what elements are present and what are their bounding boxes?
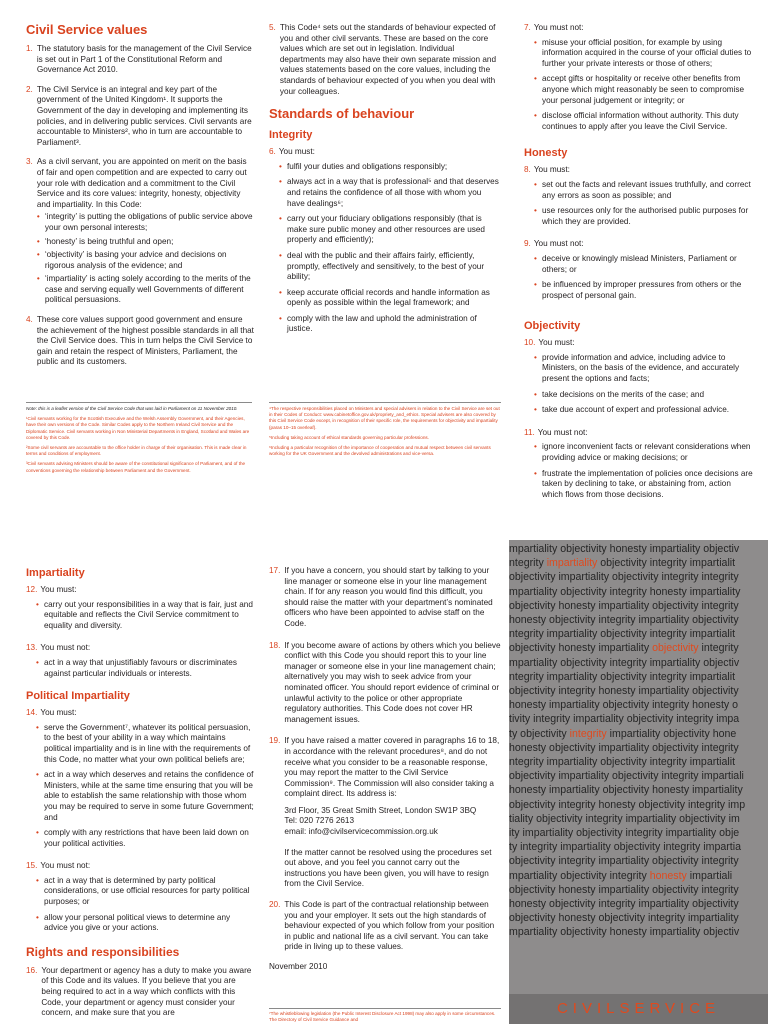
list-item: • keep accurate official records and handle information as openly as possible within the legal framework; and: [279, 288, 501, 309]
word-text: ntegrity impartiality objectivity integrity impartialit: [509, 756, 736, 769]
impartiality-must-list: [36, 600, 254, 632]
paragraph-4: [26, 315, 254, 368]
word-text: ntegrity: [509, 557, 547, 570]
word-line: [509, 783, 768, 797]
word-line: [509, 627, 768, 641]
word-text: honesty objectivity integrity impartiality objectivity: [509, 898, 739, 911]
highlighted-word: impartiality: [546, 557, 598, 570]
logo-service: SERVICE: [619, 1000, 721, 1017]
commission-address: [284, 806, 501, 838]
paragraph-6: [269, 147, 501, 158]
list-item: • ignore inconvenient facts or relevant considerations when providing advice or making decisions; or: [534, 442, 754, 463]
paragraph-number: 8.: [524, 165, 531, 175]
paragraph-11: [524, 428, 754, 439]
subsection-title-honesty: Honesty: [524, 147, 568, 160]
paragraph-text: If you have a concern, you should start by talking to your line manager or someone else in your line management chain. If for any reason you would find this difficult, you should raise the matter with your department’s nominated officers who have been appointed to advise staff on the Code.: [284, 566, 493, 628]
paragraph-text: This Code⁴ sets out the standards of behaviour expected of you and other civil servants. These are based on the core values which are set out in legislation. Individual departments may also have their own separate mission and values statements based on the core values, including the standards of behaviour expected of you when you deal with your colleagues.: [279, 23, 497, 96]
footnote-5: ⁵Including taking account of ethical standards governing particular professions.: [269, 434, 429, 440]
word-line: [509, 556, 768, 570]
honesty-must-not-list: [534, 254, 754, 301]
word-text: objectivity honesty impartiality: [509, 642, 653, 655]
word-line: [509, 840, 768, 854]
word-lines: [509, 540, 768, 940]
list-item: • deal with the public and their affairs fairly, efficiently, promptly, effectively and sensitively, to the best of your ability;: [279, 251, 501, 283]
paragraph-1: [26, 44, 254, 76]
paragraph-text: These core values support good government and ensure the achievement of the highest possible standards in all that the Civil Service does. This in turn helps the Civil Service to gain and retain the respect of Ministers, Parliament, the public and its customers.: [36, 315, 254, 367]
list-item: • accept gifts or hospitality or receive other benefits from anyone which might reasonably be seen to compromise your personal judgement or integrity; or: [534, 74, 754, 106]
paragraph-text: You must:: [40, 585, 77, 594]
impartiality-must-not-list: [36, 658, 254, 679]
word-text: objectivity honesty impartiality objectivity integrity: [509, 599, 739, 612]
paragraph-5: [269, 23, 501, 97]
integrity-must-list: [279, 162, 501, 335]
highlighted-word: objectivity: [652, 642, 699, 655]
footnote-1: ¹Civil servants working for the Scottish Executive and the Welsh Assembly Government, and their Agencies, have their own versions of the Code. Similar Codes apply to the Northern Ireland Civil Service and the Diplomatic Service. Civil servants working in Non Ministerial Departments in England, Scotland and Wales are covered by this Code.: [26, 416, 250, 440]
footnote-divider: [269, 402, 501, 403]
word-text: objectivity honesty objectivity integrity impartiality: [509, 912, 739, 925]
list-item: • misuse your official position, for example by using information acquired in the course of your official duties to further your private interests or those of others;: [534, 38, 754, 70]
paragraph-10: [524, 338, 754, 349]
footnote-3: ³Civil servants advising Ministers should be aware of the constitutional significance of Parliament, and of the conventions governing the relationship between Parliament and the Government.: [26, 461, 246, 473]
word-line: [509, 798, 768, 812]
paragraph-19: [269, 736, 501, 900]
word-text: ntegrity impartiality objectivity integrity impartialit: [509, 670, 736, 683]
paragraph-number: 4.: [26, 315, 33, 325]
paragraph-text: The statutory basis for the management of the Civil Service is set out in Part 1 of the Constitutional Reform and Governance Act 2010.: [36, 44, 252, 75]
word-line: [509, 911, 768, 925]
word-line: [509, 741, 768, 755]
word-text: mpartiality objectivity honesty impartiality objectiv: [509, 543, 740, 555]
word-line: [509, 599, 768, 613]
list-item: • ‘objectivity’ is basing your advice and decisions on rigorous analysis of the evidence; and: [37, 250, 254, 271]
word-text: ty integrity impartiality objectivity integrity impartia: [509, 841, 741, 854]
paragraph-3: [26, 157, 254, 309]
word-text: honesty impartiality objectivity honesty impartiality: [509, 784, 743, 797]
list-item: • ‘honesty’ is being truthful and open;: [37, 237, 254, 248]
word-line: [509, 585, 768, 599]
paragraph-text: The Civil Service is an integral and key part of the government of the United Kingdom¹. It supports the Government of the day in developing and implementing its policies, and in delivering public services. Civil servants are accountable to Ministers², who in turn are accountable to Parliament³.: [36, 84, 252, 147]
word-line: [509, 684, 768, 698]
word-line: [509, 812, 768, 826]
word-text: objectivity impartiality objectivity integrity integrity: [509, 571, 739, 584]
word-line: [509, 869, 768, 883]
paragraph-16: [26, 966, 254, 1019]
word-text: ty objectivity: [509, 727, 570, 740]
list-item: • allow your personal political views to determine any advice you give or your actions.: [36, 913, 254, 934]
paragraph-text: You must not:: [40, 643, 91, 653]
footnotes-column-2: [269, 406, 501, 461]
paragraph-number: 14.: [26, 708, 38, 718]
paragraph-number: 15.: [26, 861, 38, 871]
list-item: • take due account of expert and professional advice.: [534, 405, 754, 416]
word-line: [509, 570, 768, 584]
list-item: • frustrate the implementation of policies once decisions are taken by declining to take, or abstaining from, action which flows from those decisions.: [534, 469, 754, 501]
paragraph-text: If you have raised a matter covered in paragraphs 16 to 18, in accordance with the relevant procedures⁸, and do not receive what you consider to be a reasonable response, you may report the matter to the Civil Service Commission⁹. The Commission will also consider taking a complaint direct. Its address is:: [284, 736, 500, 799]
footnote-4: ⁴The respective responsibilities placed on Ministers and special advisers in relation to the Civil Service are set out in their Codes of Conduct: www.cabinetoffice.gov.uk/propriety_and_ethics. Special advisers are also covered by this Civil Service Code except, in recognition of their specific role, the requirements for objectivity and impartiality (paras 10–15 overleaf).: [269, 406, 500, 430]
word-text: mpartiality objectivity honesty impartiality objectiv: [509, 926, 740, 939]
word-line: [509, 670, 768, 684]
footnotes-column-1: [26, 406, 252, 478]
paragraph-number: 9.: [524, 239, 531, 249]
list-item: • provide information and advice, including advice to Ministers, on the basis of the evidence, and accurately present the options and facts;: [534, 353, 754, 385]
word-text: objectivity honesty impartiality objectivity integrity: [509, 883, 739, 896]
word-text: objectivity integrity honesty impartiality objectivity: [509, 685, 739, 698]
civil-service-logo: [509, 994, 768, 1024]
paragraph-text: If you become aware of actions by others which you believe conflict with this Code you should report this to your line manager or someone else in your line management chain; alternatively you may wish to seek advice from your nominated officer. You should report evidence of criminal or unlawful activity to the police or other appropriate regulatory authorities. This Code does not cover HR management issues.: [284, 640, 501, 724]
subsection-title-objectivity: Objectivity: [524, 320, 581, 333]
paragraph-text: If the matter cannot be resolved using the procedures set out above, and you feel you cannot carry out the instructions you have been given, you will have to resign from the Civil Service.: [284, 847, 492, 889]
list-item: • act in a way which deserves and retains the confidence of Ministers, while at the same time ensuring that you will be able to establish the same relationship with those whom you may be required to serve in some future Government; and: [36, 770, 254, 823]
list-item: • act in a way that is determined by party political considerations, or use official resources for party political purposes; or: [36, 876, 254, 908]
paragraph-number: 10.: [524, 338, 536, 348]
word-text: tiality objectivity integrity impartiality objectivity im: [509, 812, 740, 825]
paragraph-text: You must:: [538, 338, 575, 348]
paragraph-2: [26, 85, 254, 149]
list-item: • comply with any restrictions that have been laid down on your political activities.: [36, 828, 254, 849]
list-item: • fulfil your duties and obligations responsibly;: [279, 162, 501, 173]
list-item: • act in a way that unjustifiably favours or discriminates against particular individuals or interests.: [36, 658, 254, 679]
footnote-2: ²Some civil servants are accountable to the office holder in charge of their organisation. This is made clear in terms and conditions of employment.: [26, 445, 247, 457]
footnote-divider: [26, 402, 252, 403]
paragraph-text: You must not:: [40, 861, 91, 871]
honesty-must-list: [534, 180, 754, 227]
word-line: [509, 613, 768, 627]
paragraph-number: 7.: [524, 23, 531, 32]
paragraph-number: 5.: [269, 23, 276, 32]
word-line: [509, 542, 768, 556]
paragraph-14: [26, 708, 254, 719]
highlighted-word: integrity: [569, 727, 607, 740]
list-item: • carry out your fiduciary obligations responsibly (that is make sure public money and other resources are used properly and efficiently);: [279, 214, 501, 246]
paragraph-number: 6.: [269, 147, 276, 157]
integrity-must-not-list: [534, 38, 754, 133]
objectivity-must-not-list: [534, 442, 754, 500]
paragraph-number: 20.: [269, 900, 281, 910]
footnote-7: ⁷The whistleblowing legislation (the Public Interest Disclosure Act 1998) may also apply in some circumstances. The Directory of Civil Service Guidance and: [269, 1011, 496, 1023]
paragraph-15: [26, 861, 254, 872]
word-line: [509, 925, 768, 939]
word-line: [509, 897, 768, 911]
list-item: • ‘integrity’ is putting the obligations of public service above your own personal interests;: [37, 212, 254, 233]
political-must-not-list: [36, 876, 254, 934]
list-item: • comply with the law and uphold the administration of justice.: [279, 314, 501, 335]
paragraph-number: 17.: [269, 566, 281, 575]
paragraph-18: [269, 641, 501, 726]
highlighted-word: honesty: [649, 869, 687, 882]
word-line: [509, 826, 768, 840]
section-title-standards: Standards of behaviour: [269, 106, 415, 122]
paragraph-number: 13.: [26, 643, 38, 653]
column-civil-service-values: [26, 22, 254, 377]
section-title-rights: Rights and responsibilities: [26, 944, 180, 959]
address-street: 3rd Floor, 35 Great Smith Street, London SW1P 3BQ: [284, 805, 477, 815]
paragraph-7: [524, 23, 754, 34]
word-text: honesty objectivity impartiality objectivity integrity: [509, 741, 739, 754]
word-text: objectivity integrity impartialit: [597, 557, 736, 570]
word-text: tivity integrity impartiality objectivity integrity impa: [509, 713, 740, 726]
paragraph-13: [26, 643, 254, 654]
paragraph-number: 19.: [269, 736, 281, 746]
word-line: [509, 712, 768, 726]
word-text: mpartiality objectivity integrity impartiality objectiv: [509, 656, 740, 669]
word-text: impartiali: [686, 869, 733, 882]
paragraph-text: You must:: [278, 147, 315, 157]
word-text: ity impartiality objectivity integrity impartiality obje: [509, 827, 740, 840]
paragraph-text: As a civil servant, you are appointed on merit on the basis of fair and open competition and are expected to carry out your role with dedication and a commitment to the Civil Service and its core values: integrity, honesty, objectivity and impartiality. In this Code:: [36, 157, 247, 209]
list-item: • use resources only for the authorised public purposes for which they are provided.: [534, 206, 754, 227]
word-text: ntegrity impartiality objectivity integrity impartialit: [509, 628, 736, 641]
word-text: honesty objectivity integrity impartiality objectivity: [509, 614, 739, 627]
paragraph-17: [269, 566, 501, 630]
word-text: mpartiality objectivity integrity: [509, 869, 650, 882]
list-item: • always act in a way that is professional⁵ and that deserves and retains the confidence of all those with whom you have dealings⁶;: [279, 177, 501, 209]
word-line: [509, 727, 768, 741]
paragraph-9: [524, 239, 754, 250]
value-definitions-list: [37, 212, 254, 306]
paragraph-text: You must:: [40, 708, 77, 718]
word-line: [509, 883, 768, 897]
list-item: • carry out your responsibilities in a way that is fair, just and equitable and reflects the Civil Service commitment to equality and diversity.: [36, 600, 254, 632]
word-line: [509, 769, 768, 783]
word-text: honesty impartiality objectivity integrity honesty o: [509, 699, 739, 712]
list-item: • be influenced by improper pressures from others or the prospect of personal gain.: [534, 280, 754, 301]
subsection-title-political-impartiality: Political Impartiality: [26, 690, 130, 703]
section-title-civil-service-values: Civil Service values: [26, 22, 148, 37]
subsection-title-integrity: Integrity: [269, 129, 313, 142]
word-line: [509, 755, 768, 769]
word-text: impartiality objectivity hone: [606, 727, 737, 740]
word-line: [509, 854, 768, 868]
list-item: • ‘impartiality’ is acting solely according to the merits of the case and serving equally well Governments of different political persuasions.: [37, 274, 254, 306]
paragraph-number: 1.: [26, 44, 33, 53]
word-line: [509, 656, 768, 670]
column-impartiality: [26, 566, 254, 1024]
address-email[interactable]: email: info@civilservicecommission.org.uk: [284, 827, 438, 837]
column-standards-of-behaviour: [269, 23, 501, 343]
list-item: • set out the facts and relevant issues truthfully, and correct any errors as soon as possible; and: [534, 180, 754, 201]
address-phone: Tel: 020 7276 2613: [284, 816, 355, 826]
word-text: objectivity integrity impartiality objectivity integrity: [509, 855, 739, 868]
objectivity-must-list: [534, 353, 754, 416]
footnote-6: ⁶Including a particular recognition of the importance of cooperation and mutual respect between civil servants working for the UK Government and the devolved administrations and vice-versa.: [269, 445, 491, 457]
subsection-title-impartiality: Impartiality: [26, 567, 85, 579]
word-text: integrity: [698, 642, 739, 655]
column-honesty-objectivity: [524, 23, 754, 508]
word-text: mpartiality objectivity integrity honesty impartiality: [509, 585, 741, 598]
list-item: • take decisions on the merits of the case; and: [534, 390, 754, 401]
column-concerns: [269, 566, 501, 973]
paragraph-number: 18.: [269, 640, 281, 650]
paragraph-text: You must:: [533, 165, 570, 175]
logo-civil: CIVIL: [556, 1000, 620, 1017]
word-text: objectivity impartiality objectivity integrity impartiali: [509, 770, 744, 783]
word-line: [509, 698, 768, 712]
paragraph-20: [269, 900, 501, 953]
word-text: objectivity integrity honesty objectivity integrity imp: [509, 798, 746, 811]
paragraph-12: [26, 585, 254, 596]
paragraph-number: 11.: [524, 427, 535, 437]
leaflet-note: Note: this is a leaflet version of the Civil Service Code that was laid in Parliament on 11 November 2010.: [26, 406, 238, 411]
paragraph-text: This Code is part of the contractual relationship between you and your employer. It sets out the high standards of behaviour expected of you which follow from your position in public and national life as a civil servant. You can take pride in living up to these values.: [284, 900, 495, 952]
paragraph-text: You must not:: [533, 239, 584, 249]
word-line: [509, 641, 768, 655]
paragraph-number: 2.: [26, 84, 33, 94]
paragraph-number: 3.: [26, 157, 33, 167]
values-word-panel: [509, 540, 768, 1024]
date-line: November 2010: [269, 962, 328, 971]
paragraph-8: [524, 165, 754, 176]
political-must-list: [36, 723, 254, 850]
list-item: • deceive or knowingly mislead Ministers, Parliament or others; or: [534, 254, 754, 275]
list-item: • disclose official information without authority. This duty continues to apply after you leave the Civil Service.: [534, 111, 754, 132]
paragraph-text: You must not:: [533, 23, 584, 32]
paragraph-text: Your department or agency has a duty to make you aware of this Code and its values. If you believe that you are being required to act in a way which conflicts with this Code, your department or agency must consider your concern, and make sure that you are: [41, 965, 252, 1018]
footnote-divider: [269, 1008, 501, 1009]
paragraph-text: You must not:: [537, 427, 588, 437]
paragraph-number: 16.: [26, 965, 38, 975]
list-item: • serve the Government⁷, whatever its political persuasion, to the best of your ability in a way which maintains political impartiality and is in line with the requirements of this Code, no matter what your own political beliefs are;: [36, 723, 254, 765]
paragraph-number: 12.: [26, 585, 38, 594]
